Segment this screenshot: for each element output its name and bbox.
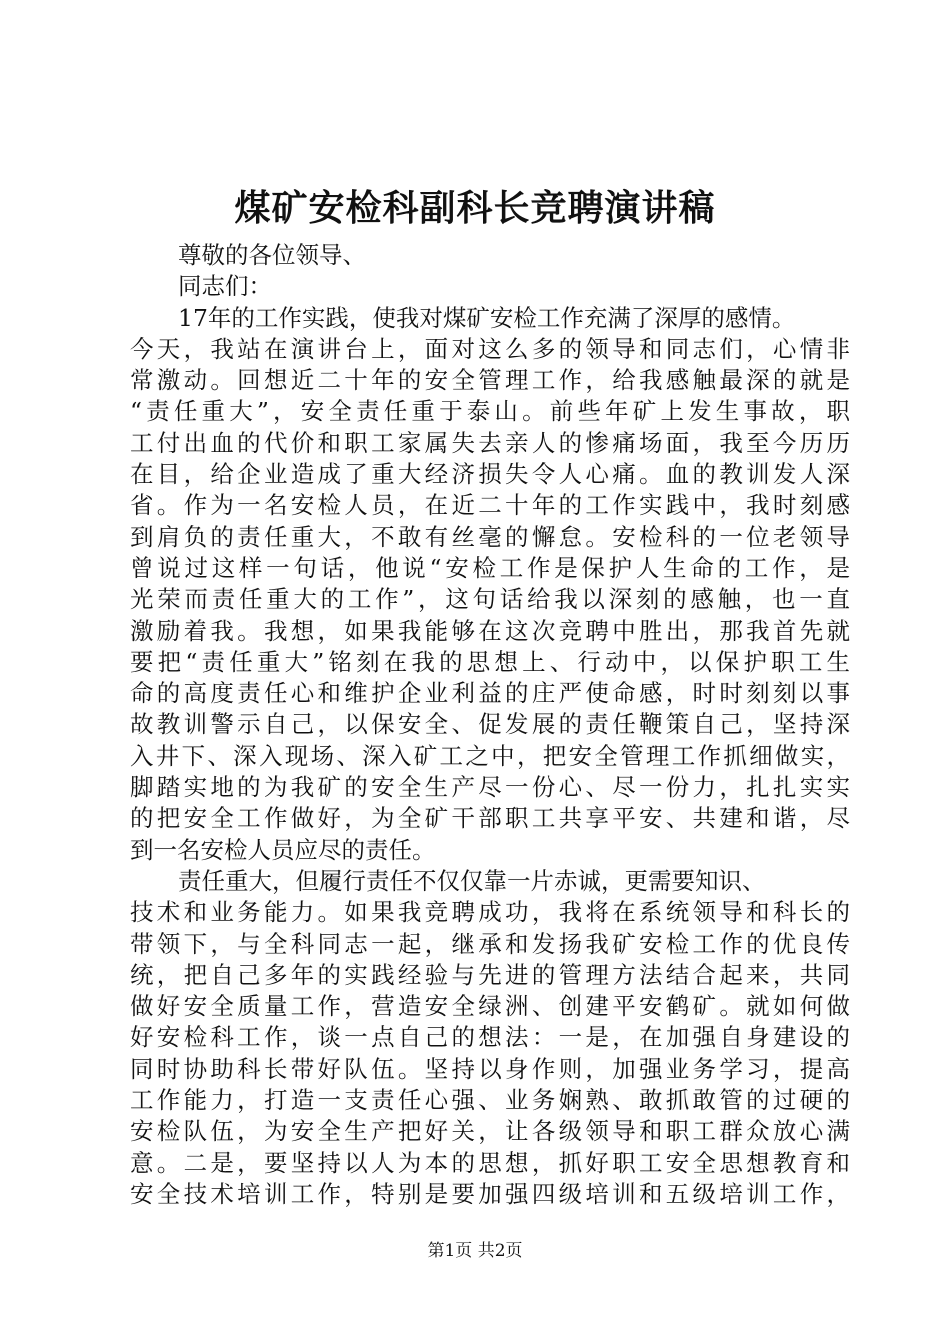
paragraph-line: 脚踏实地的为我矿的安全生产尽一份心、尽一份力，扎扎实实 (130, 773, 850, 802)
paragraph-line: 入井下、深入现场、深入矿工之中，把安全管理工作抓细做实， (130, 741, 850, 770)
paragraph-line: 工作能力，打造一支责任心强、业务娴熟、敢抓敢管的过硬的 (130, 1086, 850, 1115)
paragraph-line: 统，把自己多年的实践经验与先进的管理方法结合起来，共同 (130, 960, 850, 989)
paragraph-line: 安全技术培训工作，特别是要加强四级培训和五级培训工作， (130, 1179, 850, 1208)
salutation-line: 尊敬的各位领导、 (178, 241, 366, 269)
paragraph-line: 责任重大，但履行责任不仅仅靠一片赤诚，更需要知识、 (178, 866, 766, 895)
paragraph-line: 到一名安检人员应尽的责任。 (130, 835, 436, 864)
paragraph-line: “责任重大”，安全责任重于泰山。前些年矿上发生事故，职 (130, 397, 850, 426)
paragraph-line: 曾说过这样一句话，他说“安检工作是保护人生命的工作，是 (130, 553, 850, 582)
paragraph-line: 意。二是，要坚持以人为本的思想，抓好职工安全思想教育和 (130, 1148, 850, 1177)
document-body (130, 240, 850, 1210)
paragraph-line: 光荣而责任重大的工作”，这句话给我以深刻的感触，也一直 (130, 585, 850, 614)
paragraph-line: 17年的工作实践，使我对煤矿安检工作充满了深厚的感情。 (178, 303, 796, 332)
paragraph-line: 省。作为一名安检人员，在近二十年的工作实践中，我时刻感 (130, 491, 850, 520)
paragraph-line: 安检队伍，为安全生产把好关，让各级领导和职工群众放心满 (130, 1117, 850, 1146)
paragraph-line: 同时协助科长带好队伍。坚持以身作则，加强业务学习，提高 (130, 1054, 850, 1083)
paragraph-line: 的把安全工作做好，为全矿干部职工共享平安、共建和谐，尽 (130, 804, 850, 833)
paragraph-line: 到肩负的责任重大，不敢有丝毫的懈怠。安检科的一位老领导 (130, 522, 850, 551)
paragraph-line: 要把“责任重大”铭刻在我的思想上、行动中，以保护职工生 (130, 647, 850, 676)
paragraph-line: 带领下，与全科同志一起，继承和发扬我矿安检工作的优良传 (130, 929, 850, 958)
paragraph-line: 故教训警示自己，以保安全、促发展的责任鞭策自己，坚持深 (130, 710, 850, 739)
paragraph-line: 技术和业务能力。如果我竞聘成功，我将在系统领导和科长的 (130, 898, 850, 927)
paragraph-line: 好安检科工作，谈一点自己的想法：一是，在加强自身建设的 (130, 1023, 850, 1052)
paragraph-line: 工付出血的代价和职工家属失去亲人的惨痛场面，我至今历历 (130, 428, 850, 457)
paragraph-line: 常激动。回想近二十年的安全管理工作，给我感触最深的就是 (130, 366, 850, 395)
paragraph-line: 做好安全质量工作，营造安全绿洲、创建平安鹤矿。就如何做 (130, 992, 850, 1021)
paragraph-line: 命的高度责任心和维护企业利益的庄严使命感，时时刻刻以事 (130, 679, 850, 708)
document-title: 煤矿安检科副科长竞聘演讲稿 (234, 187, 716, 229)
paragraph-line: 在目，给企业造成了重大经济损失令人心痛。血的教训发人深 (130, 460, 850, 489)
paragraph-line: 今天，我站在演讲台上，面对这么多的领导和同志们，心情非 (130, 334, 850, 363)
paragraph-line: 激励着我。我想，如果我能够在这次竞聘中胜出，那我首先就 (130, 616, 850, 645)
salutation-line: 同志们： (178, 272, 272, 301)
page-number-footer: 第1页 共2页 (427, 1241, 523, 1261)
